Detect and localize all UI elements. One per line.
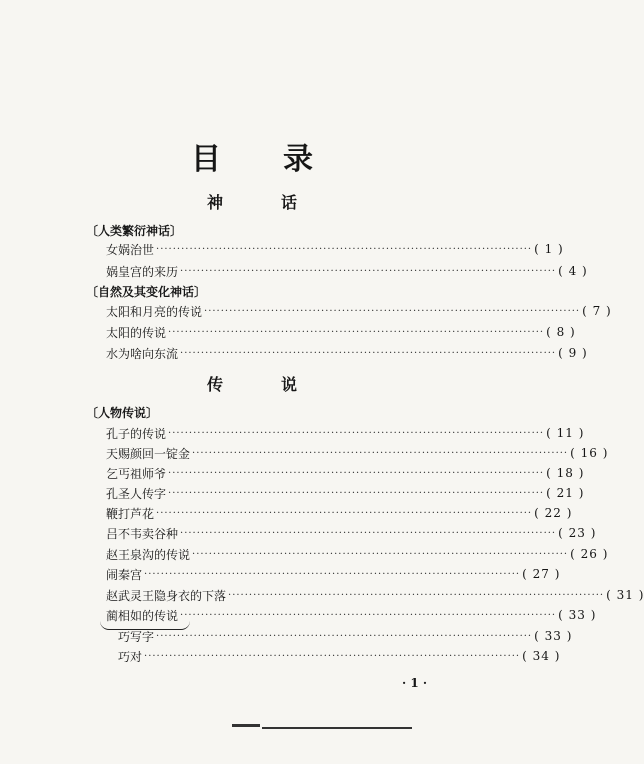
leader-dots: ·························································································· [168, 487, 545, 499]
toc-entry-page: ( 22 ) [534, 506, 573, 520]
page-title-char-1: 目 [191, 142, 221, 177]
toc-entry[interactable] [106, 524, 597, 542]
toc-entry[interactable] [106, 464, 585, 482]
toc-entry[interactable] [106, 424, 585, 442]
toc-entry-page: ( 7 ) [582, 304, 612, 318]
toc-entry-title: 巧对 [118, 649, 143, 664]
toc-entry-page: ( 33 ) [558, 608, 597, 622]
toc-entry-page: ( 4 ) [558, 264, 588, 278]
toc-entry-page: ( 8 ) [546, 325, 576, 339]
section-title-legends [0, 372, 504, 395]
toc-entry[interactable] [106, 484, 585, 502]
leader-dots: ·························································································· [192, 447, 569, 459]
page-title [0, 134, 504, 178]
group-heading: 〔自然及其变化神话〕 [86, 285, 207, 299]
toc-entry-title: 蔺相如的传说 [106, 608, 179, 623]
toc-entry-title: 闹秦宫 [106, 567, 143, 582]
leader-dots: ·························································································· [168, 467, 545, 479]
toc-entry-title: 天赐颜回一锭金 [106, 446, 191, 461]
toc-entry-page: ( 34 ) [522, 649, 561, 663]
section-title-char: 说 [281, 375, 298, 394]
leader-dots: ·························································································· [156, 630, 533, 642]
group-heading: 〔人类繁衍神话〕 [86, 224, 183, 238]
toc-entry-title: 女娲治世 [106, 242, 155, 257]
leader-dots: ·························································································· [144, 650, 521, 662]
group-heading: 〔人物传说〕 [86, 406, 159, 420]
leader-dots: ·························································································· [180, 609, 557, 621]
toc-entry-page: ( 33 ) [534, 629, 573, 643]
toc-entry[interactable] [106, 444, 609, 462]
toc-entry-page: ( 26 ) [570, 547, 609, 561]
toc-entry[interactable] [106, 565, 561, 583]
toc-entry[interactable] [106, 545, 609, 563]
toc-entry-title: 吕不韦卖谷种 [106, 526, 179, 541]
toc-subentry[interactable] [118, 627, 573, 645]
section-title-char: 话 [281, 193, 298, 212]
toc-entry[interactable] [106, 586, 644, 604]
toc-entry-title: 巧写字 [118, 629, 155, 644]
toc-entry-title: 娲皇宫的来历 [106, 264, 179, 279]
toc-subentry[interactable] [118, 647, 561, 665]
toc-entry-title: 赵武灵王隐身衣的下落 [106, 588, 227, 603]
leader-dots: ·························································································· [156, 507, 533, 519]
toc-entry-title: 孔子的传说 [106, 426, 167, 441]
toc-entry[interactable] [106, 262, 588, 280]
toc-entry-title: 孔圣人传字 [106, 486, 167, 501]
leader-dots: ·························································································· [192, 548, 569, 560]
toc-entry-title: 鞭打芦花 [106, 506, 155, 521]
toc-entry-title: 乞丐祖师爷 [106, 466, 167, 481]
toc-entry[interactable] [106, 344, 588, 362]
toc-entry-title: 赵王泉沟的传说 [106, 547, 191, 562]
toc-entry-page: ( 21 ) [546, 486, 585, 500]
toc-entry-page: ( 11 ) [546, 426, 585, 440]
leader-dots: ·························································································· [156, 243, 533, 255]
leader-dots: ·························································································· [144, 568, 521, 580]
toc-entry-title: 太阳和月亮的传说 [106, 304, 203, 319]
toc-entry[interactable] [106, 504, 573, 522]
toc-entry-title: 水为啥向东流 [106, 346, 179, 361]
leader-dots: ·························································································· [204, 305, 581, 317]
toc-entry-title: 太阳的传说 [106, 325, 167, 340]
section-title-char: 神 [206, 193, 223, 212]
page-number: · 1 · [402, 676, 428, 690]
toc-entry[interactable] [106, 302, 612, 320]
leader-dots: ·························································································· [228, 589, 605, 601]
leader-dots: ·························································································· [180, 265, 557, 277]
leader-dots: ·························································································· [168, 427, 545, 439]
toc-entry[interactable] [106, 240, 564, 258]
toc-entry-page: ( 27 ) [522, 567, 561, 581]
section-title-char: 传 [206, 375, 223, 394]
toc-entry[interactable] [106, 323, 576, 341]
toc-entry-page: ( 1 ) [534, 242, 564, 256]
toc-entry-page: ( 23 ) [558, 526, 597, 540]
toc-entry-page: ( 9 ) [558, 346, 588, 360]
bottom-rule [262, 727, 412, 729]
toc-entry-page: ( 31 ) [606, 588, 644, 602]
bottom-rule [232, 724, 260, 727]
toc-entry-page: ( 18 ) [546, 466, 585, 480]
leader-dots: ·························································································· [180, 527, 557, 539]
leader-dots: ·························································································· [180, 347, 557, 359]
toc-entry-page: ( 16 ) [570, 446, 609, 460]
section-title-myths [0, 190, 504, 213]
leader-dots: ·························································································· [168, 326, 545, 338]
page-title-char-2: 录 [283, 142, 313, 177]
